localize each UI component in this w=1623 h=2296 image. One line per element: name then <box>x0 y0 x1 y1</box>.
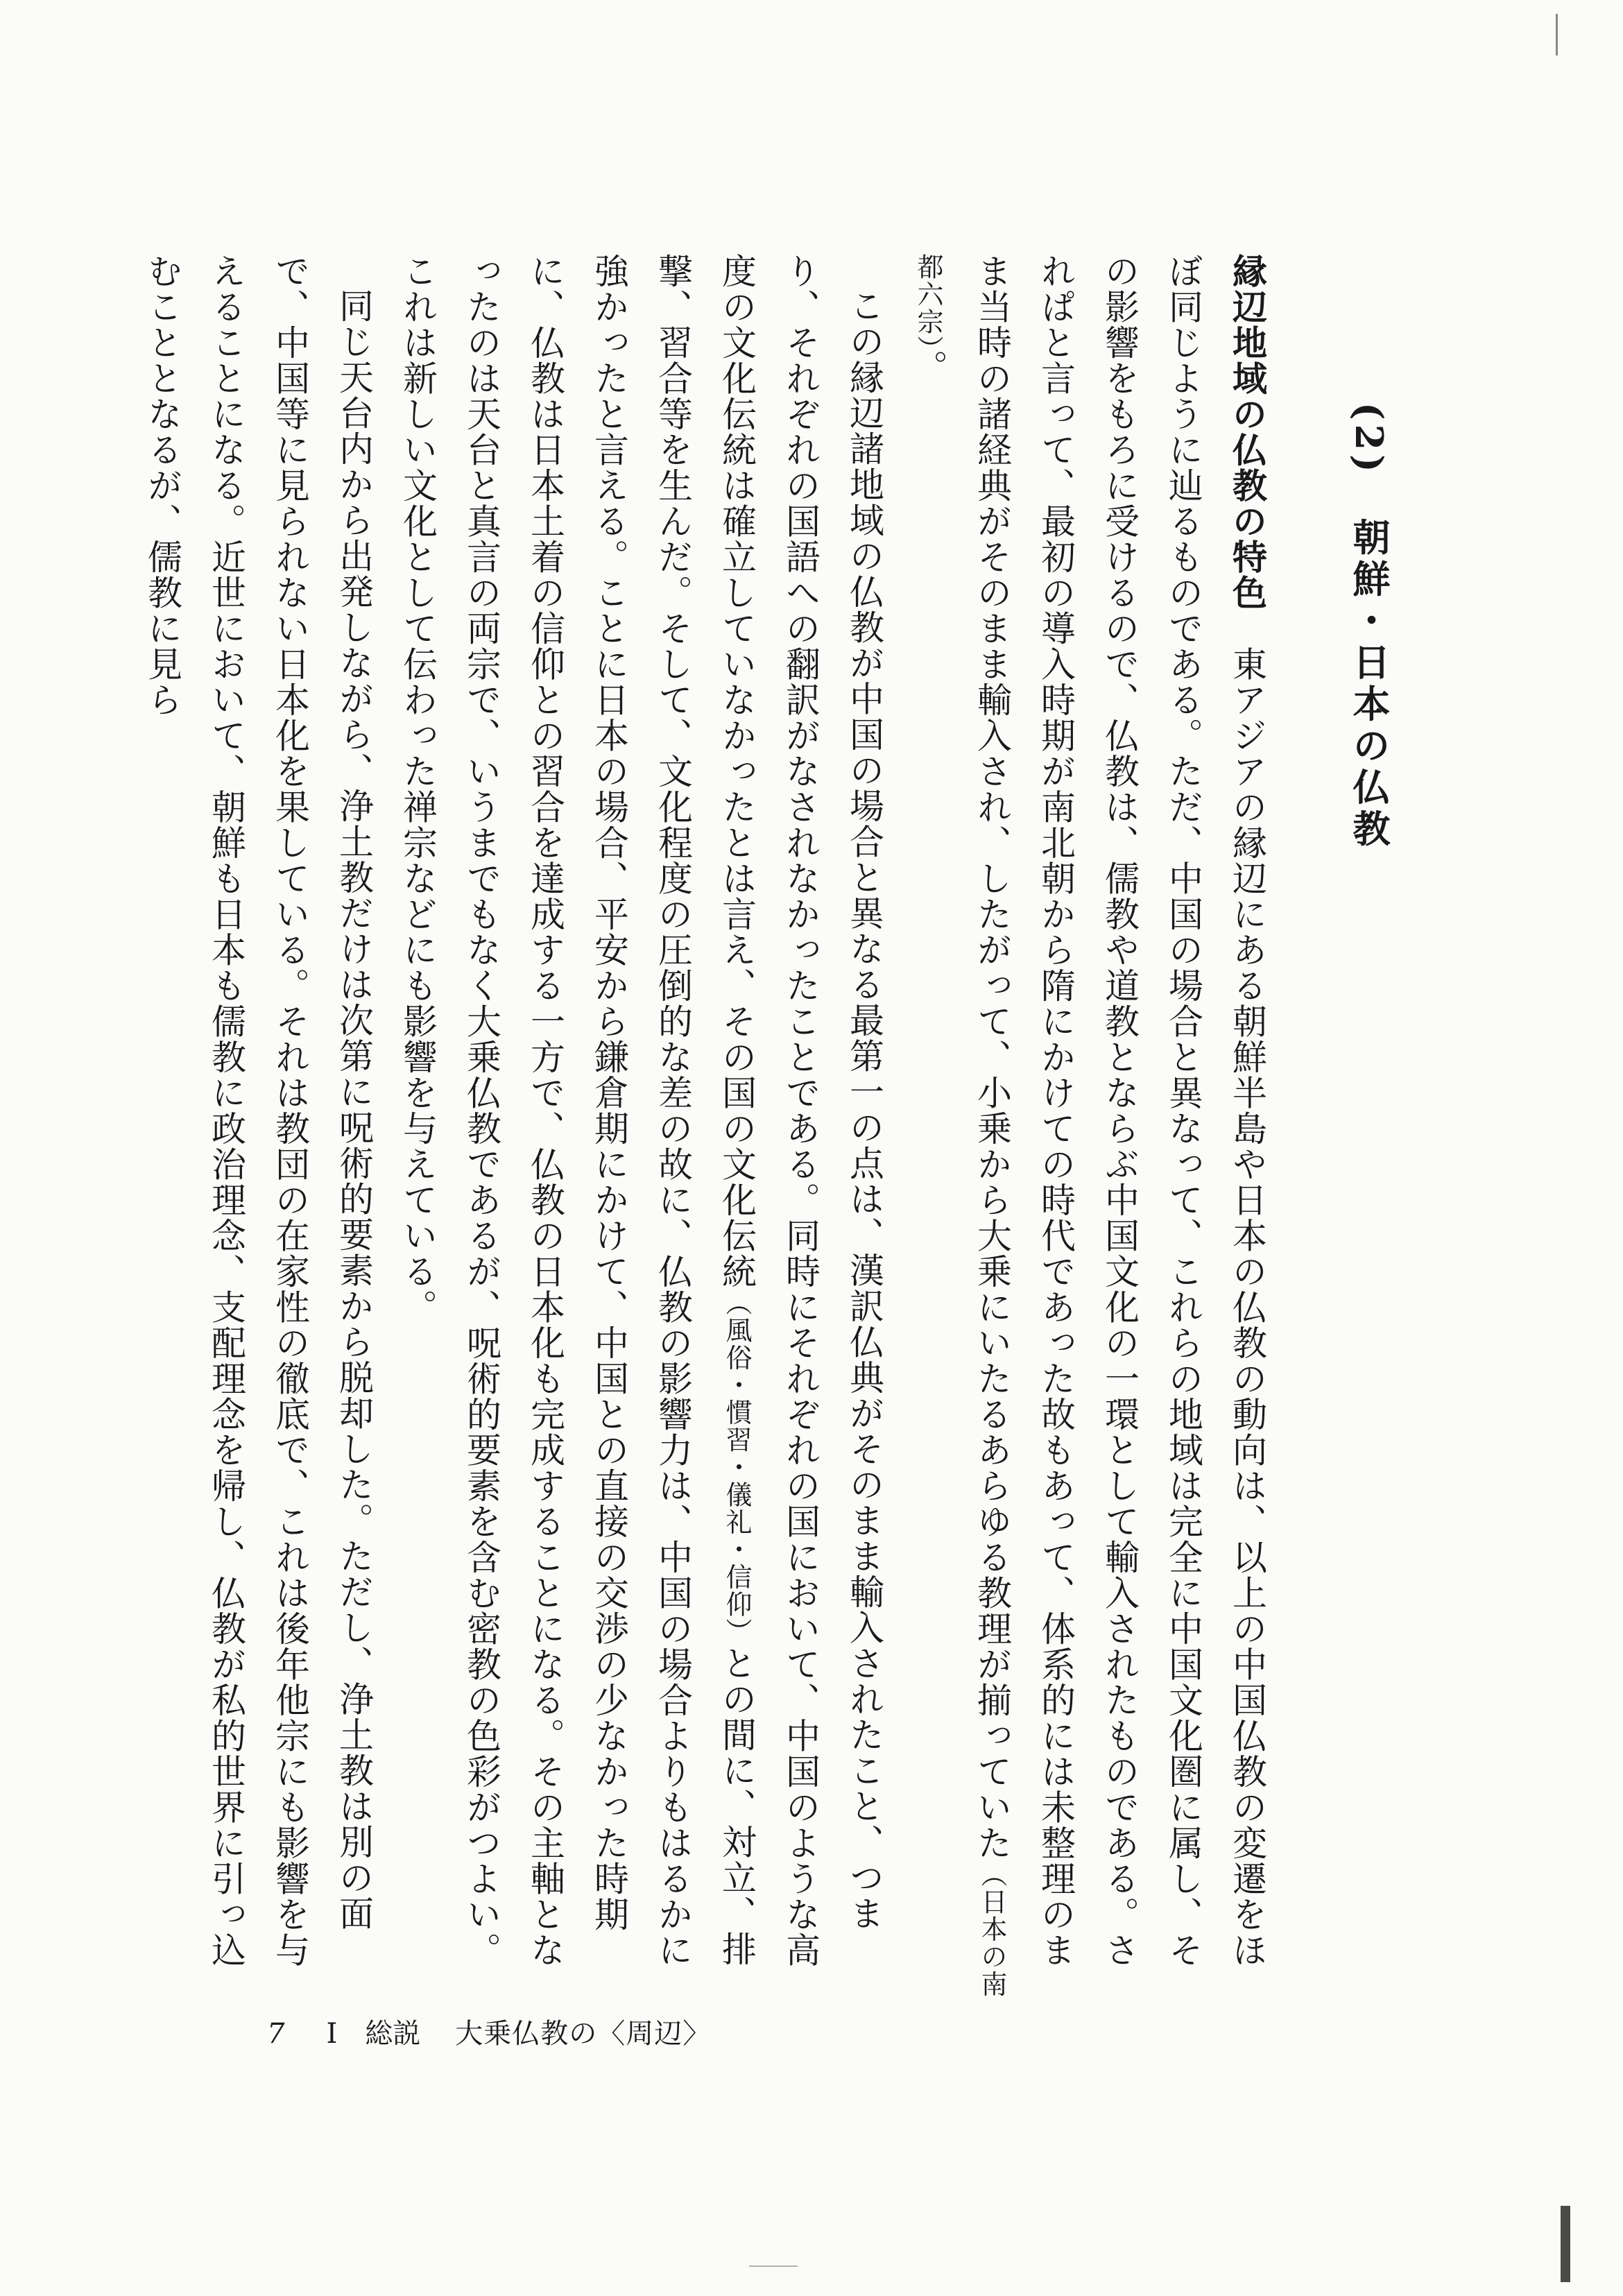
chapter-title: 大乗仏教の〈周辺〉 <box>455 2018 712 2050</box>
page-number: 7 <box>267 2018 285 2050</box>
paragraph-1 <box>896 253 1279 2001</box>
paragraph-2 <box>386 253 896 2001</box>
paragraph-text: この縁辺諸地域の仏教が中国の場合と異なる最第一の点は、漢訳仏典がそのまま輸入されたこと、つまり、それぞれの国語への翻訳がなされなかったことである。同時にそれぞれの国において、中国のような高度の文化伝統は確立していなかったとは言え、その国の文化伝統 <box>716 253 884 1968</box>
section-number: (2) <box>1347 402 1391 477</box>
section-title: 朝鮮・日本の仏教 <box>1347 517 1391 851</box>
chapter-label: 総説 <box>365 2018 421 2050</box>
scan-speck <box>749 2265 798 2267</box>
scan-speck <box>1561 2206 1570 2282</box>
paragraph-text: 東アジアの縁辺にある朝鮮半島や日本の仏教の動向は、以上の中国仏教の変遷をほぼ同じように辿るものである。ただ、中国の場合と異なって、これらの地域は完全に中国文化圏に属し、その影響をもろに受けるので、仏教は、儒教や道教とならぶ中国文化の一環として輸入されたものである。されぱと言って、最初の導入時期が南北朝から隋にかけての時代であった故もあって、体系的には未整理のまま当時の諸経典がそのまま輸入され、したがって、小乗から大乗にいたるあらゆる教理が揃っていた <box>972 253 1267 1968</box>
section-heading <box>1337 253 1401 2001</box>
paragraph-text: との間に、対立、排撃、習合等を生んだ。そして、文化程度の圧倒的な差の故に、仏教の影響力は、中国の場合よりもはるかに強かったと言える。ことに日本の場合、平安から鎌倉期にかけて、中国との直接の交渉の少なかった時期に、仏教は日本土着の信仰との習合を達成する一方で、仏教の日本化も完成することになる。その主軸となったのは天台と真言の両宗で、いうまでもなく大乗仏教であるが、呪術的要素を含む密教の色彩がつよい。これは新しい文化として伝わった禅宗などにも影響を与えている。 <box>397 253 757 1968</box>
scan-speck <box>1556 14 1558 55</box>
inline-note: （日本の南都六宗） <box>913 253 1007 1998</box>
paragraph-text: 同じ天台内から出発しながら、浄土教だけは次第に呪術的要素から脱却した。ただし、浄土教は別の面で、中国等に見られない日本化を果している。それは教団の在家性の徹底で、これは後年他宗にも影響を与えることになる。近世において、朝鮮も日本も儒教に政治理念、支配理念を帰し、仏教が私的世界に引っ込むこととなるが、儒教に見ら <box>142 253 374 1968</box>
vertical-text-block <box>142 253 1401 2001</box>
chapter-number: I <box>326 2018 338 2050</box>
paragraph-3 <box>130 253 386 2001</box>
running-footer <box>267 2012 711 2051</box>
paragraph-text: 。 <box>908 350 948 386</box>
inline-note: （風俗・慣習・儀礼・信仰） <box>721 1289 752 1645</box>
paragraph-subheading: 縁辺地域の仏教の特色 <box>1227 253 1268 610</box>
